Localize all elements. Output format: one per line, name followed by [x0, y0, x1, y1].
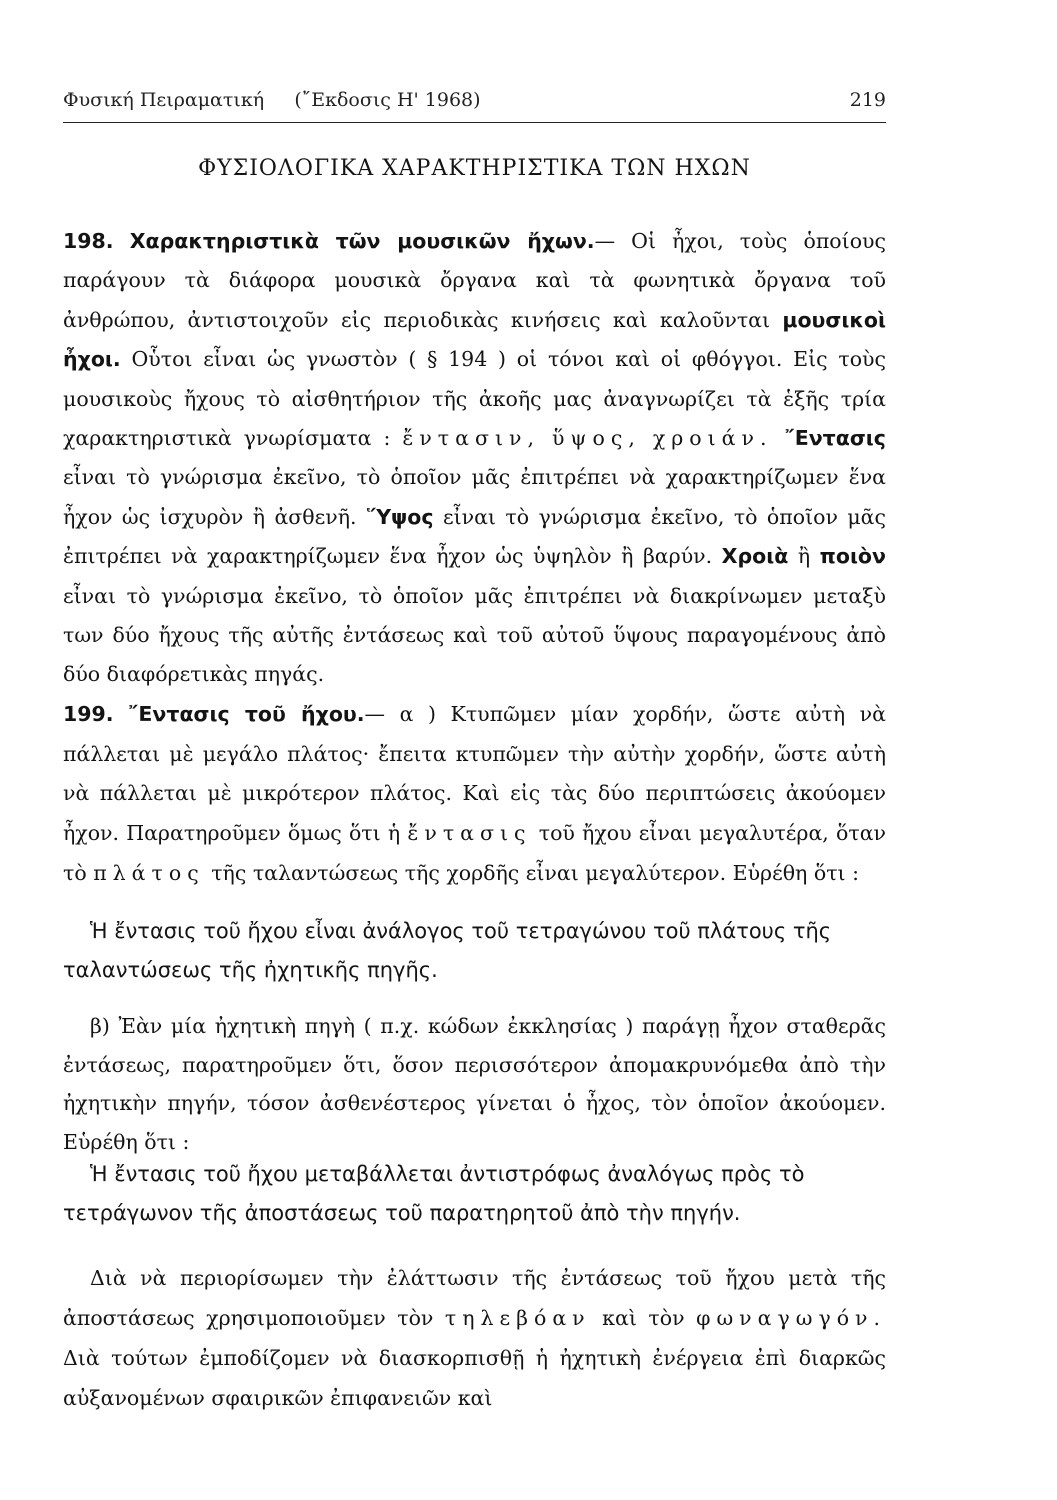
- text-run: καὶ τὸν: [590, 1306, 697, 1330]
- text-run: Διὰ νὰ περιορίσωμεν τὴν ἐλάττωσιν τῆς ἐντάσεως τοῦ ἤχου μετὰ τῆς ἀποστάσεως χρησιμοποιοῦμεν τὸν: [63, 1266, 886, 1330]
- text-run: τοῦ ἤχου εἶναι μεγαλυτέρα, ὅταν τὸ: [63, 821, 886, 885]
- section-title: ῎Εντασις τοῦ ἤχου.: [128, 702, 365, 726]
- text-run: Οὗτοι εἶναι ὡς γνωστὸν ( § 194 ) οἱ τόνοι καὶ οἱ φθόγγοι. Εἰς τοὺς μουσικοὺς ἤχους τὸ αἰσθητήριον τῆς ἀκοῆς μας ἀναγνωρίζει τὰ ἑξῆς τρία χαρακτηριστικὰ γνωρίσματα :: [63, 347, 886, 451]
- header-rule: [63, 122, 886, 123]
- page-header: [63, 87, 886, 113]
- spaced-term-intensity: ἔντασις: [407, 821, 532, 846]
- spaced-term-amplitude: πλάτος: [93, 860, 205, 885]
- term-quality: ποιὸν: [819, 544, 886, 569]
- text-run: εἶναι τὸ γνώρισμα ἐκεῖνο, τὸ ὁποῖον μᾶς ἐπιτρέπει νὰ χαρακτηρίζωμεν ἕνα ἦχον ὡς ὑψηλὸν ἢ βαρύν.: [63, 504, 886, 569]
- term-musical-sounds: μουσικοὶ ἦχοι.: [63, 307, 886, 372]
- paragraph-megaphone: [63, 1258, 886, 1418]
- section-number: 198.: [63, 229, 114, 253]
- section-198-paragraph: [63, 222, 886, 695]
- running-header: [63, 87, 481, 113]
- term-pitch: ῞Υψος: [365, 504, 434, 529]
- law-statement-distance: Ἡ ἔντασις τοῦ ἤχου μεταβάλλεται ἀντιστρόφως ἀναλόγως πρὸς τὸ τετράγωνον τῆς ἀποστάσεως τοῦ παρατηρητοῦ ἀπὸ τὴν πηγήν.: [63, 1162, 805, 1225]
- section-number: 199.: [63, 702, 114, 726]
- text-run: — Οἱ ἦχοι, τοὺς ὁποίους παράγουν τὰ διάφορα μουσικὰ ὄργανα καὶ τὰ φωνητικὰ ὄργανα τοῦ ἀνθρώπου, ἀντιστοιχοῦν εἰς περιοδικὰς κινήσεις καὶ καλοῦνται: [63, 229, 886, 332]
- page-number: 219: [849, 89, 886, 111]
- spaced-term-speaking-tube: φωναγωγόν.: [696, 1306, 887, 1330]
- text-run: τῆς ταλαντώσεως τῆς χορδῆς εἶναι μεγαλύτερον. Εὑρέθη ὅτι :: [204, 860, 859, 885]
- running-title: Φυσική Πειραματική: [63, 89, 265, 111]
- edition-note: (῎Εκδοσις Η' 1968): [294, 89, 481, 111]
- term-intensity: ῎Εντασις: [784, 426, 886, 451]
- term-timbre: Χροιὰ: [721, 544, 789, 569]
- text-run: εἶναι τὸ γνώρισμα ἐκεῖνο, τὸ ὁποῖον μᾶς ἐπιτρέπει νὰ διακρίνωμεν μεταξὺ των δύο ἤχους τῆς αὐτῆς ἐντάσεως καὶ τοῦ αὐτοῦ ὕψους παραγομένους ἀπὸ δύο διαφόρετικὰς πηγάς.: [63, 583, 886, 687]
- text-run: — α ) Κτυπῶμεν μίαν χορδήν, ὥστε αὐτὴ νὰ πάλλεται μὲ μεγάλο πλάτος· ἔπειτα κτυπῶμεν τὴν αὐτὴν χορδήν, ὥστε αὐτὴ νὰ πάλλεται μὲ μικρότερον πλάτος. Καὶ εἰς τὰς δύο περιπτώσεις ἀκούομεν ἦχον. Παρατηροῦμεν ὅμως ὅτι ἡ: [63, 702, 886, 846]
- spaced-term-intensity: ἔντασιν,: [402, 426, 541, 451]
- paragraph-beta: β) Ἐὰν μία ἠχητικὴ πηγὴ ( π.χ. κώδων ἐκκλησίας ) παράγῃ ἦχον σταθερᾶς ἐντάσεως, παρατηροῦμεν ὅτι, ὅσον περισσότερον ἀπομακρυνόμεθα ἀπὸ τὴν ἠχητικὴν πηγήν, τόσον ἀσθενέστερος γίνεται ὁ ἦχος, τὸν ὁποῖον ἀκούομεν. Εὑρέθη ὅτι :: [63, 1014, 886, 1155]
- spaced-term-megaphone: τηλεβόαν: [444, 1306, 591, 1330]
- chapter-title: ΦΥΣΙΟΛΟΓΙΚΑ ΧΑΡΑΚΤΗΡΙΣΤΙΚΑ ΤΩΝ ΗΧΩΝ: [198, 156, 751, 181]
- text-run: Διὰ τούτων ἐμποδίζομεν νὰ διασκορπισθῇ ἡ ἠχητικὴ ἐνέργεια ἐπὶ διαρκῶς αὐξανομένων σφαιρικῶν ἐπιφανειῶν καὶ: [63, 1346, 886, 1410]
- text-run: ἢ: [788, 544, 820, 569]
- spaced-term-timbre: χροιάν.: [652, 426, 773, 451]
- spaced-term-pitch: ὕψος,: [551, 426, 641, 451]
- section-title: Χαρακτηριστικὰ τῶν μουσικῶν ἤχων.: [129, 229, 595, 253]
- section-199-paragraph: [63, 695, 886, 894]
- text-run: εἶναι τὸ γνώρισμα ἐκεῖνο, τὸ ὁποῖον μᾶς ἐπιτρέπει νὰ χαρακτηρίζωμεν ἕνα ἦχον ὡς ἰσχυρὸν ἢ ἀσθενῆ.: [63, 465, 886, 529]
- law-statement-amplitude: Ἡ ἔντασις τοῦ ἤχου εἶναι ἀνάλογος τοῦ τετραγώνου τοῦ πλάτους τῆς ταλαντώσεως τῆς ἠχητικῆς πηγῆς.: [63, 919, 832, 982]
